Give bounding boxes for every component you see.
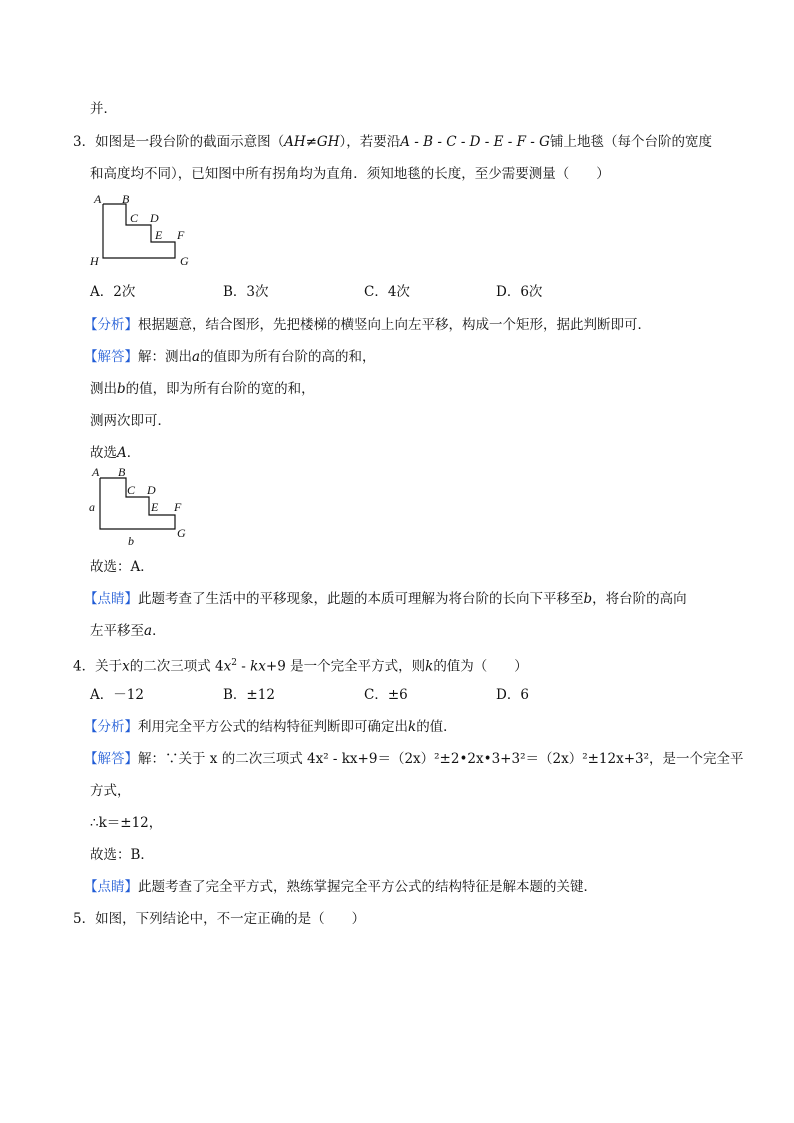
q3-option-b[interactable]: [223, 283, 269, 301]
solution-text: 解：测出: [138, 349, 192, 365]
fig2-label-c: C: [127, 483, 136, 497]
q4-choose: 故选：B．: [90, 847, 154, 863]
comment-tag: 【点睛】: [84, 879, 138, 895]
var-answer: A: [117, 445, 127, 461]
var-kx: kx: [250, 658, 266, 675]
q3-staircase-figure: [88, 192, 208, 272]
q4-stem-text: 的值为（ ）: [433, 658, 528, 675]
q4-stem-text: 的二次三项式 4: [129, 658, 224, 675]
q3-option-a[interactable]: [90, 283, 135, 301]
q4-comment: [84, 878, 597, 896]
q3-stem-text: 3．如图是一段台阶的截面示意图（: [73, 134, 285, 150]
comment-text: 此题考查了完全平方式，熟练掌握完全平方公式的结构特征是解本题的关键．: [138, 879, 597, 895]
option-key: D．: [496, 687, 521, 703]
q3-solution-figure: [86, 463, 206, 553]
fig2-label-g: G: [177, 526, 186, 540]
option-key: B．: [223, 687, 247, 703]
choose-text: 故选: [90, 445, 117, 461]
option-key: C．: [364, 284, 388, 300]
q3-option-d[interactable]: [496, 283, 542, 301]
option-text: 3次: [246, 284, 269, 300]
q4-analysis: [84, 718, 457, 736]
q4-option-a[interactable]: [90, 686, 144, 704]
fig1-label-f: F: [177, 228, 185, 242]
analysis-tag: 【分析】: [84, 317, 138, 333]
fig1-label-b: B: [122, 192, 130, 206]
option-text: ±6: [387, 687, 408, 703]
option-text: 6: [520, 687, 529, 703]
var-b: b: [583, 591, 593, 607]
q4-option-b[interactable]: [223, 686, 275, 704]
fig1-label-e: E: [155, 228, 163, 242]
option-key: D．: [496, 284, 521, 300]
comment-text: ，将台阶的高向: [592, 591, 687, 607]
q3-stem-text: 铺上地毯（每个台阶的宽度: [549, 134, 712, 150]
option-text: 2次: [113, 284, 136, 300]
q3-stem-text: ），若要沿: [339, 134, 401, 150]
q3-solution-line1: [84, 348, 376, 366]
q3-analysis: [84, 316, 651, 334]
analysis-text: 利用完全平方公式的结构特征判断即可确定出: [138, 719, 408, 735]
comment-text: ．: [152, 623, 166, 639]
solution-text: 的值，即为所有台阶的宽的和，: [125, 381, 315, 397]
fig2-label-e: E: [151, 500, 159, 514]
q4-stem-text: +9 是一个完全平方式，则: [265, 658, 426, 675]
q3-solution-line2: [90, 380, 315, 398]
q3-path: A - B - C - D - E - F - G: [400, 134, 550, 150]
exponent: 2: [231, 658, 237, 668]
continuation-text: 并．: [90, 101, 117, 117]
choose-text: ．: [126, 445, 141, 461]
comment-text: 此题考查了生活中的平移现象，此题的本质可理解为将台阶的长向下平移至: [138, 591, 584, 607]
var-b: b: [117, 381, 126, 397]
solution-tag: 【解答】: [84, 751, 138, 767]
q3-condition: AH≠GH: [284, 134, 340, 150]
fig1-label-c: C: [130, 211, 139, 225]
q4-solution-line3: ∴k＝±12，: [90, 815, 163, 831]
q4-stem: [73, 654, 528, 676]
var-a: a: [192, 349, 201, 365]
option-text: 4次: [387, 284, 410, 300]
solution-text: 测出: [90, 381, 117, 397]
q5-stem: 5．如图，下列结论中，不一定正确的是（ ）: [73, 911, 366, 927]
fig2-label-a-lower: a: [89, 500, 95, 514]
q3-comment-line2: [90, 622, 166, 640]
q4-option-d[interactable]: [496, 686, 529, 704]
option-key: C．: [364, 687, 388, 703]
q3-choose-line2: 故选：A．: [90, 559, 154, 575]
option-text: 6次: [520, 284, 543, 300]
fig1-label-h: H: [90, 254, 99, 268]
var-k: k: [408, 719, 417, 735]
fig1-label-g: G: [180, 254, 189, 268]
solution-text: 解：∵关于 x 的二次三项式 4x² - kx+9＝（2x）²±2•2x•3+3²＝（2x）²±12x+3²，是一个完全平: [138, 751, 744, 767]
option-key: B．: [223, 284, 247, 300]
q4-stem-text: -: [236, 658, 251, 675]
fig2-label-f: F: [174, 500, 182, 514]
option-text: －12: [113, 687, 144, 703]
analysis-text: 的值．: [416, 719, 457, 735]
q3-option-c[interactable]: [364, 283, 410, 301]
fig1-label-d: D: [150, 211, 159, 225]
q3-stem-line1: [73, 133, 712, 151]
q3-stem-line2: 和高度均不同），已知图中所有拐角均为直角．须知地毯的长度，至少需要测量（ ）: [90, 166, 610, 182]
q3-choose-line1: [90, 444, 140, 462]
q4-solution-line2: 方式，: [90, 783, 131, 799]
var-k: k: [425, 658, 434, 675]
solution-text: 的值即为所有台阶的高的和，: [200, 349, 376, 365]
var-a: a: [144, 623, 153, 639]
option-key: A．: [90, 687, 114, 703]
option-key: A．: [90, 284, 114, 300]
option-text: ±12: [246, 687, 275, 703]
analysis-tag: 【分析】: [84, 719, 138, 735]
comment-text: 左平移至: [90, 623, 144, 639]
q4-option-c[interactable]: [364, 686, 408, 704]
q3-solution-line3: 测两次即可．: [90, 413, 171, 429]
fig2-label-b-upper: B: [118, 465, 126, 479]
fig1-label-a: A: [94, 192, 102, 206]
q3-comment-line1: [84, 590, 687, 608]
q4-stem-text: 4．关于: [73, 658, 123, 675]
fig2-label-a-upper: A: [92, 465, 100, 479]
fig2-label-d: D: [147, 483, 156, 497]
q4-solution-line1: [84, 750, 744, 768]
solution-tag: 【解答】: [84, 349, 138, 365]
analysis-text: 根据题意，结合图形，先把楼梯的横竖向上向左平移，构成一个矩形，据此判断即可．: [138, 317, 651, 333]
var-x: x: [223, 658, 232, 675]
comment-tag: 【点睛】: [84, 591, 138, 607]
fig2-label-b-lower: b: [128, 534, 134, 548]
var-x: x: [122, 658, 130, 675]
